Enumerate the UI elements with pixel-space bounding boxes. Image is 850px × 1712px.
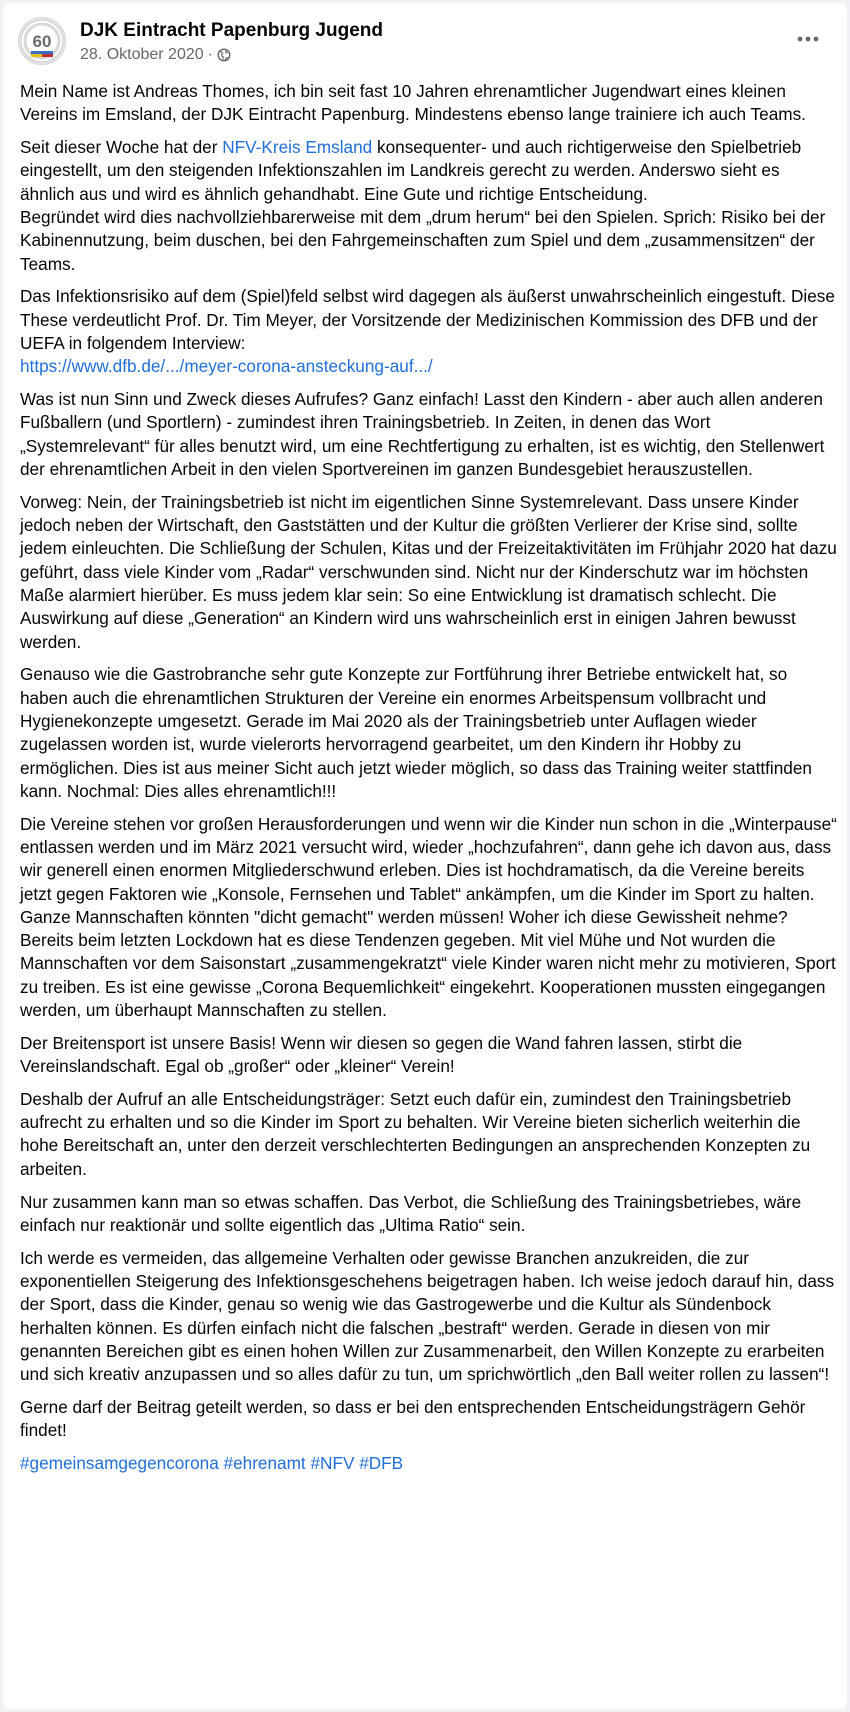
paragraph-vereine: Die Vereine stehen vor großen Herausforderungen und wenn wir die Kinder nun schon in die „Winterpause“ entlassen werden und im März 2021 versucht wird, wieder „hochzufahren“, dann gehe ich davon aus, dass wir generell einen enormen Mitgliederschwund erleben. Dies ist hochdramatisch, da die Vereine bereits jetzt gegen Faktoren wie „Konsole, Fernsehen und Tablet“ ankämpfen, um die Kinder im Sport zu halten. Ganze Mannschaften könnten "dicht gemacht" werden müssen! Woher ich diese Gewissheit nehme? Bereits beim letzten Lockdown hat es diese Tendenzen gegeben. Mit viel Mühe und Not wurden die Mannschaften vor dem Saisonstart „zusammengekratzt“ viele Kinder waren nicht mehr zu motivieren, Sport zu treiben. Es ist eine gewisse „Corona Bequemlichkeit“ eingekehrt. Kooperationen mussten eingegangen werden, um überhaupt Mannschaften zu stellen. — [20, 813, 837, 1020]
paragraph-nfv — [20, 136, 838, 276]
paragraph-purpose: Was ist nun Sinn und Zweck dieses Aufrufes? Ganz einfach! Lasst den Kindern - aber auch allen anderen Fußballern (und Sportlern) - zumindest ihren Trainingsbetrieb. In Zeiten, in denen das Wort „Systemrelevant“ für alles benutzt wird, um eine Rechtfertigung zu erhalten, ist es wichtig, den Stellenwert der ehrenamtlichen Arbeit in den vielen Sportvereinen im ganzen Bundesgebiet herauszustellen. — [20, 389, 825, 479]
page-name[interactable]: DJK Eintracht Papenburg Jugend — [80, 20, 383, 41]
avatar-number: 60 — [32, 32, 52, 51]
nfv-kreis-emsland-link[interactable]: NFV-Kreis Emsland — [222, 137, 373, 158]
meta-separator: · — [207, 46, 213, 63]
dfb-interview-link[interactable]: https://www.dfb.de/.../meyer-corona-ansteckung-auf.../ — [20, 356, 433, 377]
paragraph-nfv-text-after: konsequenter- und auch richtigerweise den Spielbetrieb eingestellt, um den steigenden Infektionszahlen im Landkreis gerecht zu werden. Anderswo sieht es ähnlich aus und wird es ähnlich gehandhabt. Eine Gute und richtige Entscheidung. — [20, 137, 802, 204]
paragraph-vermeiden: Ich werde es vermeiden, das allgemeine Verhalten oder gewisse Branchen anzukreiden, die zur exponentiellen Steigerung des Infektionsgeschehens beigetragen haben. Ich weise jedoch darauf hin, dass der Sport, dass die Kinder, genau so wenig wie das Gastrogewerbe und die Kultur als Sündenbock herhalten können. Es dürfen einfach nicht die falschen „bestraft“ werden. Gerade in diesen von mir genannten Bereichen gibt es einen hohen Willen zur Zusammenarbeit, den Willen Konzepte zu erarbeiten und sich kreativ anzupassen und so alles dafür zu tun, um sprichwörtlich „den Ball weiter rollen zu lassen“! — [20, 1247, 835, 1385]
paragraph-breitensport: Der Breitensport ist unsere Basis! Wenn wir diesen so gegen die Wand fahren lassen, stirbt die Vereinslandschaft. Egal ob „großer“ oder „kleiner“ Verein! — [20, 1032, 743, 1077]
paragraph-teilen: Gerne darf der Beitrag geteilt werden, so dass er bei den entsprechenden Entscheidungsträgern Gehör findet! — [20, 1396, 806, 1441]
paragraph-infection-text: Das Infektionsrisiko auf dem (Spiel)feld selbst wird dagegen als äußerst unwahrscheinlich eingestuft. Diese These verdeutlicht Prof. Dr. Tim Meyer, der Vorsitzende der Medizinischen Kommission des DFB und der UEFA in folgendem Interview: — [20, 286, 835, 353]
more-options-icon[interactable] — [790, 29, 826, 49]
paragraph-nfv-text-before: Seit dieser Woche hat der — [20, 137, 223, 158]
globe-icon[interactable] — [217, 48, 231, 62]
post-body — [20, 80, 838, 1485]
post-date[interactable]: 28. Oktober 2020 — [80, 46, 204, 63]
paragraph-aufruf: Deshalb der Aufruf an alle Entscheidungsträger: Setzt euch dafür ein, zumindest den Trainingsbetrieb aufrecht zu erhalten und so die Kinder im Sport zu behalten. Wir Vereine bieten sicherlich weiterhin die hohe Bereitschaft an, unter den derzeit verschlechterten Bedingungen an ansprechenden Konzepten zu arbeiten. — [20, 1088, 811, 1179]
hashtag-ehrenamt[interactable]: #ehrenamt — [223, 1453, 306, 1474]
paragraph-infection-risk — [20, 285, 838, 378]
post-meta — [80, 46, 231, 64]
hashtags — [20, 1452, 838, 1475]
page-avatar[interactable] — [18, 17, 66, 65]
paragraph-vorweg: Vorweg: Nein, der Trainingsbetrieb ist nicht im eigentlichen Sinne Systemrelevant. Dass unsere Kinder jedoch neben der Wirtschaft, den Gaststätten und der Kultur die größten Verlierer der Krise sind, sollte jedem einleuchten. Die Schließung der Schulen, Kitas und der Freizeitaktivitäten im Frühjahr 2020 hat dazu geführt, dass viele Kinder vom „Radar“ verschwunden sind. Nicht nur der Kinderschutz war im höchsten Maße alarmiert hierüber. Es muss jedem klar sein: So eine Entwicklung ist dramatisch schlecht. Die Auswirkung auf diese „Generation“ an Kindern wird uns wahrscheinlich erst in einigen Jahren bewusst werden. — [20, 491, 837, 652]
paragraph-nfv-line2: Begründet wird dies nachvollziehbarerweise mit dem „drum herum“ bei den Spielen. Sprich: Risiko bei der Kabinennutzung, beim duschen, bei den Fahrgemeinschaften zum Spiel und dem „zusammensitzen“ der Teams. — [20, 206, 826, 274]
paragraph-gastro: Genauso wie die Gastrobranche sehr gute Konzepte zur Fortführung ihrer Betriebe entwickelt hat, so haben auch die ehrenamtlichen Strukturen der Vereine ein enormes Arbeitspensum vollbracht und Hygienekonzepte umgesetzt. Gerade im Mai 2020 als der Trainingsbetrieb unter Auflagen wieder zugelassen worden ist, wurde vielerorts hervorragend gearbeitet, um den Kindern ihr Hobby zu ermöglichen. Dies ist aus meiner Sicht auch jetzt wieder möglich, so dass das Training weiter stattfinden kann. Nochmal: Dies alles ehrenamtlich!!! — [20, 664, 812, 801]
post-header — [18, 17, 832, 67]
hashtag-dfb[interactable]: #DFB — [359, 1453, 404, 1474]
paragraph-zusammen: Nur zusammen kann man so etwas schaffen. Das Verbot, die Schließung des Trainingsbetriebes, wäre einfach nur reaktionär und sollte eigentlich das „Ultima Ratio“ sein. — [20, 1191, 802, 1235]
hashtag-nfv[interactable]: #NFV — [310, 1453, 355, 1474]
club-logo — [19, 18, 65, 64]
post-card — [3, 3, 847, 1709]
paragraph-intro: Mein Name ist Andreas Thomes, ich bin seit fast 10 Jahren ehrenamtlicher Jugendwart eines kleinen Vereins im Emsland, der DJK Eintracht Papenburg. Mindestens ebenso lange trainiere ich auch Teams. — [20, 81, 806, 125]
hashtag-gemeinsamgegencorona[interactable]: #gemeinsamgegencorona — [20, 1453, 219, 1474]
